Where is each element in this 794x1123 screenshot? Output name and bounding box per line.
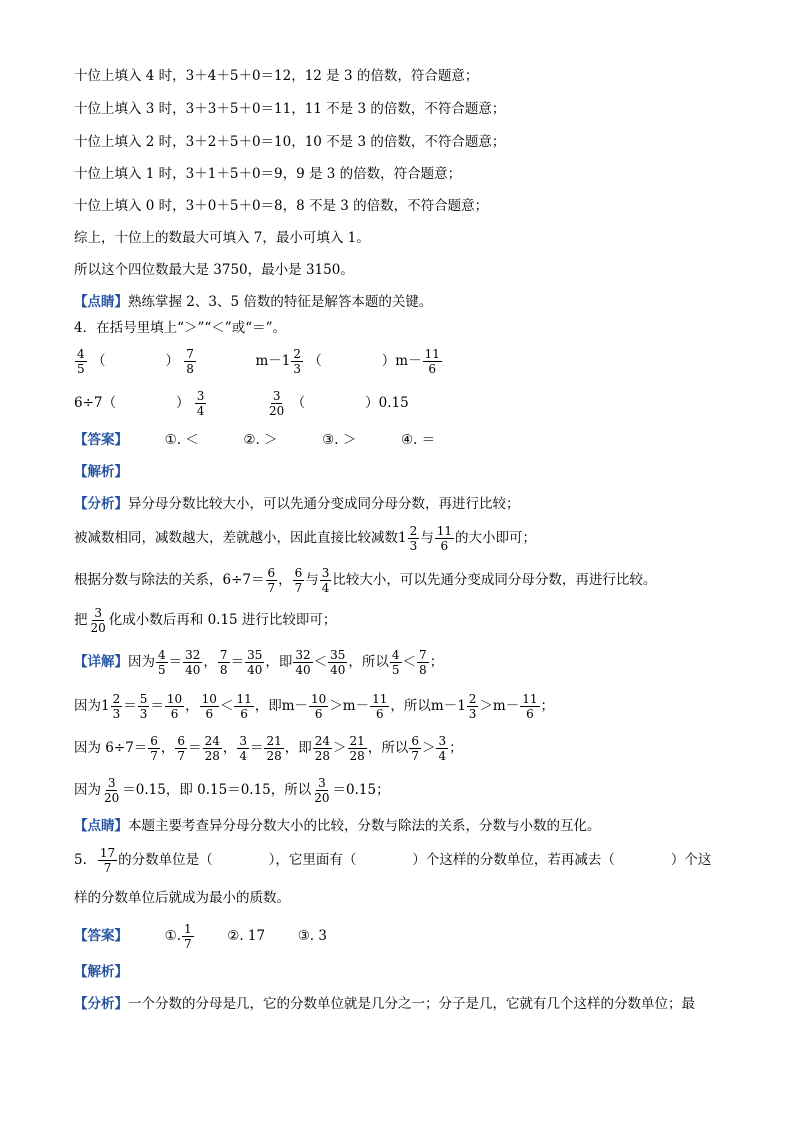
line-tens-4: 十位上填入 4 时，3＋4＋5＋0＝12，12 是 3 的倍数，符合题意； [74, 68, 479, 84]
fraction-11-6: $\frac{11}{6}$ [436, 524, 453, 553]
line-tens-0: 十位上填入 0 时，3＋0＋5＋0＝8，8 不是 3 的倍数，不符合题意； [74, 198, 489, 214]
fraction-11-6: $\frac{11}{6}$ [424, 347, 440, 376]
q4-row2: 6÷7（ ） $\frac{3}{4}$ $\frac{3}{20}$ （ ）0.15 [74, 389, 409, 418]
q4-detail-1: 【详解】因为 $\frac{4}{5}$ ＝ $\frac{32}{40}$ ， $\frac{7}{8}$ ＝ $\frac{35}{40}$ ，即 $\frac{32}{40}$ ＜ $\frac{35}{40}$ ，所以 $\frac{4}{5}$ ＜ $\frac{7}{8}$ ； [74, 648, 444, 677]
q4-fenxi-3: 根据分数与除法的关系，6÷7＝ $\frac{6}{7}$ ， $\frac{6}{7}$ 与 $\frac{3}{4}$ 比较大小，可以先通分变成同分母分数，再进行比较。 [74, 566, 657, 595]
fraction-6-7: $\frac{6}{7}$ [294, 566, 303, 595]
answer-1: ①. ＜ [164, 432, 199, 448]
line-conclusion: 所以这个四位数最大是 3750，最小是 3150。 [74, 262, 354, 278]
answer-4: ④. ＝ [400, 432, 436, 448]
q4-answer [74, 430, 435, 450]
line-summary: 综上，十位上的数最大可填入 7，最小可填入 1。 [74, 230, 370, 246]
line-tens-3: 十位上填入 3 时，3＋3＋5＋0＝11，11 不是 3 的倍数，不符合题意； [74, 101, 506, 117]
q5-fenxi: 【分析】一个分数的分母是几，它的分数单位就是几分之一；分子是几，它就有几个这样的分数单位；最 [74, 996, 695, 1012]
fraction-3-20: $\frac{3}{20}$ [90, 606, 106, 635]
fraction-17-7: $\frac{17}{7}$ [99, 846, 116, 875]
q5-answer: 【答案】 ①. $\frac{1}{7}$ ②. 17 ③. 3 [74, 922, 327, 951]
q4-fenxi-4: 把 $\frac{3}{20}$ 化成小数后再和 0.15 进行比较即可； [74, 606, 337, 635]
q4-dianjing: 【点睛】本题主要考查异分母分数大小的比较，分数与除法的关系，分数与小数的互化。 [74, 818, 601, 834]
q5-analysis-tag: 【解析】 [74, 964, 128, 980]
dianjing-tag: 【点睛】 [74, 294, 128, 310]
q4-stem: 4．在括号里填上“＞”“＜”或“＝”。 [74, 320, 286, 336]
fraction-2-3: $\frac{2}{3}$ [293, 347, 301, 376]
q4-fenxi-2: 被减数相同，减数越大，差就越小，因此直接比较减数1 $\frac{2}{3}$ 与 $\frac{11}{6}$ 的大小即可； [74, 524, 537, 553]
line-dianjing-q3 [74, 292, 432, 312]
fraction-3-20: $\frac{3}{20}$ [269, 389, 285, 418]
line-tens-2: 十位上填入 2 时，3＋2＋5＋0＝10，10 不是 3 的倍数，不符合题意； [74, 134, 506, 150]
fraction-3-4: $\frac{3}{4}$ [196, 389, 205, 418]
fraction-3-4: $\frac{3}{4}$ [321, 566, 330, 595]
q4-analysis-tag: 【解析】 [74, 464, 128, 480]
q4-detail-3: 因为 6÷7＝ $\frac{6}{7}$ ， $\frac{6}{7}$ ＝ $\frac{24}{28}$ ， $\frac{3}{4}$ ＝ $\frac{21}{28}$ ，即 $\frac{24}{28}$ ＞ $\frac{21}{28}$ ，所以 $\frac{6}{7}$ ＞ $\frac{3}{4}$ ； [74, 734, 463, 763]
q4-detail-2: 因为1 $\frac{2}{3}$ ＝ $\frac{5}{3}$ ＝ $\frac{10}{6}$ ， $\frac{10}{6}$ ＜ $\frac{11}{6}$ ，即m－ $\frac{10}{6}$ ＞m－ $\frac{11}{6}$ ，所以m－1 $\frac{2}{3}$ ＞m－ $\frac{11}{6}$ ； [74, 692, 555, 721]
q4-row1: $\frac{4}{5}$ （ ） $\frac{7}{8}$ m－1 $\frac{2}{3}$ （ ）m－ $\frac{11}{6}$ [77, 347, 440, 376]
fraction-2-3: $\frac{2}{3}$ [409, 524, 418, 553]
q5-stem-line1: 5. $\frac{17}{7}$ 的分数单位是（ ），它里面有（ ）个这样的分数单位，若再减去（ ）个这 [74, 846, 712, 875]
answer-2: ②. ＞ [243, 432, 278, 448]
q4-detail-4: 因为 $\frac{3}{20}$ ＝0.15，即 0.15＝0.15，所以 $\frac{3}{20}$ ＝0.15； [74, 776, 390, 805]
dianjing-text: 熟练掌握 2、3、5 倍数的特征是解答本题的关键。 [128, 294, 433, 310]
fraction-6-7: $\frac{6}{7}$ [267, 566, 276, 595]
answer-tag: 【答案】 [74, 432, 128, 448]
answer-3: ③. ＞ [322, 432, 357, 448]
q5-stem-line2: 样的分数单位后就成为最小的质数。 [74, 890, 290, 906]
fraction-1-7: $\frac{1}{7}$ [184, 922, 192, 951]
line-tens-1: 十位上填入 1 时，3＋1＋5＋0＝9，9 是 3 的倍数，符合题意； [74, 166, 462, 182]
q4-fenxi-1: 【分析】异分母分数比较大小，可以先通分变成同分母分数，再进行比较； [74, 496, 520, 512]
fraction-4-5: $\frac{4}{5}$ [77, 347, 85, 376]
fraction-7-8: $\frac{7}{8}$ [186, 347, 194, 376]
